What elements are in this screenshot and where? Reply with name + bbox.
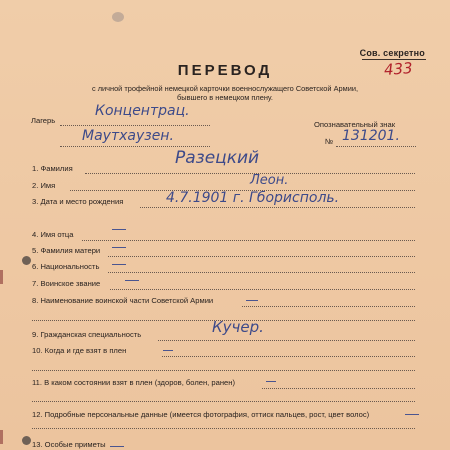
field-line-personal-2 [32,428,415,429]
field-line-captured [162,356,415,357]
edge-mark [0,270,3,284]
field-dash-father [112,229,126,230]
field-label-rank: 7. Воинское звание [32,279,101,288]
field-line-condition-2 [32,401,415,402]
subtitle-line: бывшего в немецком плену. [177,93,273,102]
field-label-captured: 10. Когда и где взят в плен [32,346,127,355]
identity-mark-label: Опознавательный знак [314,120,396,129]
field-dash-mother [112,247,126,248]
field-line-unit [242,306,415,307]
camp-value: Концентрац. [95,103,190,119]
field-label-father: 4. Имя отца [32,230,74,239]
field-value-name: Леон. [250,173,289,188]
field-line-specialty [158,340,415,341]
field-value-birth: 4.7.1901 г. Гборисполь. [166,190,340,206]
edge-mark [0,430,3,444]
field-line-birth [140,207,415,208]
camp-line-2 [60,146,210,147]
camp-label: Лагерь [31,116,56,125]
classification-label: Сов. секретно [359,48,425,58]
field-label-name: 2. Имя [32,181,56,190]
identity-mark-line [336,146,416,147]
field-dash-marks [110,446,124,447]
camp-value-2: Маутхаузен. [82,128,174,144]
field-label-condition: 11. В каком состоянии взят в плен (здоров, болен, ранен) [32,378,235,387]
field-dash-captured [163,350,173,351]
field-label-personal: 12. Подробные персональные данные (имеется фотография, оттиск пальцев, рост, цвет волос) [32,410,370,419]
field-line-captured-2 [32,370,415,371]
field-line-nationality [108,272,415,273]
document-subtitle [0,84,450,102]
field-label-birth: 3. Дата и место рождения [32,197,124,206]
field-dash-condition [266,381,276,382]
punch-hole [22,256,31,265]
identity-mark-prefix: № [325,137,334,146]
document-title: ПЕРЕВОД [177,62,273,79]
camp-line [60,125,210,126]
field-label-mother: 5. Фамилия матери [32,246,101,255]
field-value-specialty: Кучер. [212,318,264,336]
field-value-surname: Разецкий [175,148,260,168]
field-label-surname: 1. Фамилия [32,164,73,173]
field-dash-unit [246,300,258,301]
field-line-father [82,240,415,241]
field-line-rank [110,289,415,290]
field-dash-rank [125,280,139,281]
field-line-mother [108,256,415,257]
field-label-nationality: 6. Национальность [32,262,100,271]
field-dash-personal [405,414,419,415]
field-label-specialty: 9. Гражданская специальность [32,330,142,339]
identity-mark-value: 131201. [342,128,400,144]
punch-hole [22,436,31,445]
field-label-marks: 13. Особые приметы [32,440,106,449]
subtitle-line: с личной трофейной немецкой карточки военнослужащего Советской Армии, [91,84,359,93]
field-dash-nationality [112,264,126,265]
field-label-unit: 8. Наименование воинской части Советской Армии [32,296,214,305]
field-line-condition [262,388,415,389]
paper-stain [112,12,124,22]
document-number: 433 [383,59,414,79]
